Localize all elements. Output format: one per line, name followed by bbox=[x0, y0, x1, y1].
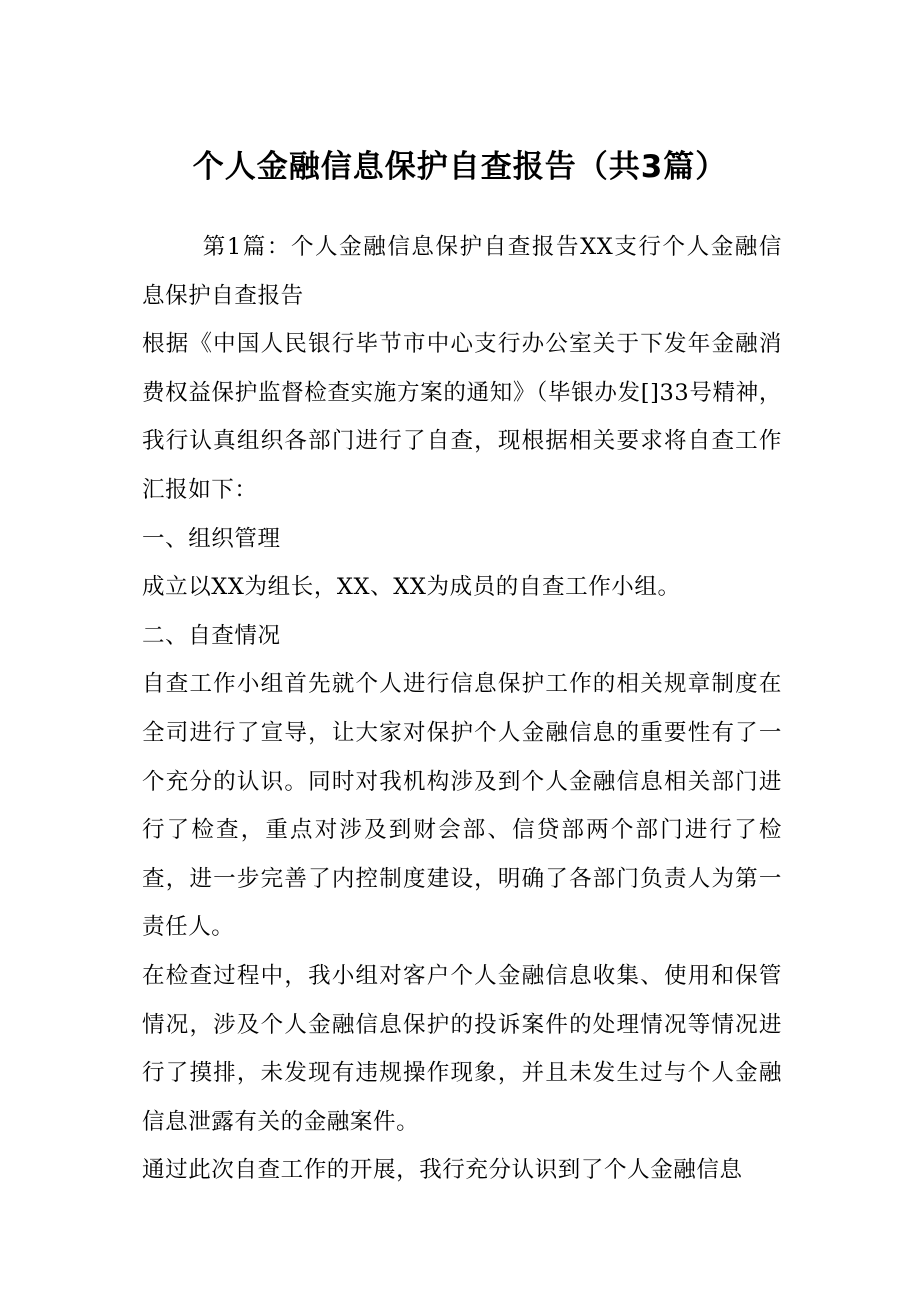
paragraph-organization: 成立以XX为组长，XX、XX为成员的自查工作小组。 bbox=[142, 574, 681, 601]
paragraph-intro: 第1篇：个人金融信息保护自查报告XX支行个人金融信息保护自查报告 bbox=[142, 234, 782, 309]
section-heading-self-check: 二、自查情况 bbox=[142, 622, 281, 649]
paragraph-basis: 根据《中国人民银行毕节市中心支行办公室关于下发年金融消费权益保护监督检查实施方案的通知》（毕银办发[]33号精神，我行认真组织各部门进行了自查，现根据相关要求将自查工作汇报如下： bbox=[142, 331, 782, 503]
paragraph-inspection: 在检查过程中，我小组对客户个人金融信息收集、使用和保管情况，涉及个人金融信息保护的投诉案件的处理情况等情况进行了摸排，未发现有违规操作现象，并且未发生过与个人金融信息泄露有关的金融案件。 bbox=[142, 962, 782, 1135]
paragraph-self-check: 自查工作小组首先就个人进行信息保护工作的相关规章制度在全司进行了宣导，让大家对保护个人金融信息的重要性有了一个充分的认识。同时对我机构涉及到个人金融信息相关部门进行了检查，重点对涉及到财会部、信贷部两个部门进行了检查，进一步完善了内控制度建设，明确了各部门负责人为第一责任人。 bbox=[142, 671, 782, 941]
section-heading-organization: 一、组织管理 bbox=[142, 525, 281, 552]
document-title: 个人金融信息保护自查报告（共3篇） bbox=[192, 149, 728, 185]
paragraph-conclusion: 通过此次自查工作的开展，我行充分认识到了个人金融信息 bbox=[142, 1157, 743, 1184]
document-body bbox=[142, 223, 782, 1195]
